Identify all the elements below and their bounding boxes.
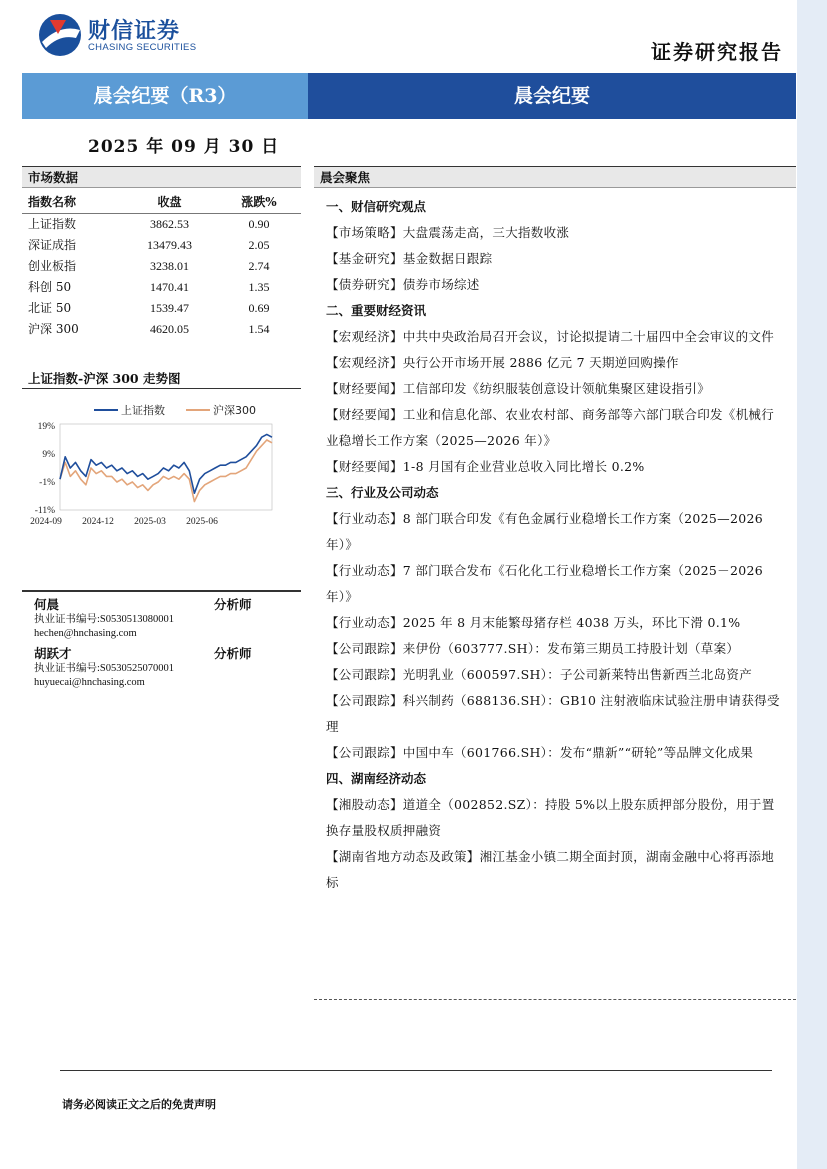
x-tick-label: 2024-12 (82, 517, 114, 527)
analyst-email[interactable]: huyuecai@hnchasing.com (34, 677, 145, 688)
news-item[interactable]: 【行业动态】7 部门联合发布《石化化工行业稳增长工作方案（2025－2026 年）》 (326, 563, 763, 604)
analyst-name: 胡跃才 (34, 646, 72, 661)
section-heading: 四、湖南经济动态 (326, 771, 427, 786)
dashed-divider (314, 999, 796, 1000)
news-item[interactable]: 【公司跟踪】来伊份（603777.SH）：发布第三期员工持股计划（草案） (326, 641, 740, 656)
analyst-license: 执业证书编号:S0530513080001 (34, 614, 175, 625)
trend-chart-svg (22, 398, 301, 532)
footer-divider (60, 1070, 772, 1071)
news-item[interactable]: 【债券研究】债券市场综述 (326, 277, 480, 292)
side-strip (797, 0, 827, 1169)
market-table (22, 192, 301, 340)
y-tick-label: -1% (39, 478, 55, 488)
news-item[interactable]: 【行业动态】2025 年 8 月末能繁母猪存栏 4038 万头，环比下滑 0.1% (326, 615, 741, 630)
section-heading: 二、重要财经资讯 (326, 303, 427, 318)
banner-left: 晨会纪要（R3） (22, 73, 308, 119)
news-item[interactable]: 【行业动态】8 部门联合印发《有色金属行业稳增长工作方案（2025—2026 年）》 (326, 511, 763, 552)
col-header-close: 收盘 (157, 195, 182, 209)
report-date: 2025 年 09 月 30 日 (88, 137, 280, 157)
index-close: 4620.05 (150, 322, 189, 336)
legend-label: 沪深300 (213, 404, 256, 417)
y-tick-label: 9% (42, 450, 55, 460)
news-item[interactable]: 【湘股动态】道道全（002852.SZ）：持股 5%以上股东质押部分股份，用于置换存量股权质押融资 (326, 797, 775, 838)
news-list (314, 194, 784, 896)
table-row (22, 319, 301, 340)
news-item[interactable]: 【宏观经济】中共中央政治局召开会议，讨论拟提请二十届四中全会审议的文件 (326, 329, 775, 344)
analyst-email[interactable]: hechen@hnchasing.com (34, 628, 137, 639)
news-item[interactable]: 【公司跟踪】科兴制药（688136.SH）：GB10 注射液临床试验注册申请获得受理 (326, 693, 780, 734)
news-item[interactable]: 【财经要闻】工信部印发《纺织服装创意设计领航集聚区建设指引》 (326, 381, 711, 396)
index-close: 3862.53 (150, 217, 189, 231)
report-type: 证券研究报告 (651, 40, 783, 64)
banner-right: 晨会纪要 (308, 73, 796, 119)
table-row (22, 235, 301, 256)
news-item[interactable]: 【财经要闻】1-8 月国有企业营业总收入同比增长 0.2% (326, 459, 645, 474)
analyst-name: 何晨 (34, 597, 60, 612)
divider (22, 590, 301, 592)
index-change: 0.90 (248, 217, 270, 231)
section-heading: 一、财信研究观点 (326, 199, 427, 214)
focus-title: 晨会聚焦 (314, 166, 796, 188)
news-item[interactable]: 【公司跟踪】光明乳业（600597.SH）：子公司新莱特出售新西兰北岛资产 (326, 667, 753, 682)
divider (22, 388, 301, 389)
index-name: 深证成指 (28, 238, 77, 252)
index-change: 0.69 (248, 301, 270, 315)
index-change: 2.74 (248, 259, 270, 273)
series-line (60, 440, 272, 502)
plot-frame (60, 424, 272, 510)
index-close: 13479.43 (147, 238, 192, 252)
table-row (22, 298, 301, 319)
section-heading: 三、行业及公司动态 (326, 485, 439, 500)
trend-chart-title: 上证指数-沪深 300 走势图 (28, 371, 181, 386)
index-name: 沪深 300 (28, 322, 79, 336)
index-close: 3238.01 (150, 259, 189, 273)
analyst-license: 执业证书编号:S0530525070001 (34, 663, 175, 674)
table-row (22, 214, 301, 235)
logo-text-cn: 财信证券 (88, 19, 181, 44)
analyst-card (34, 595, 294, 641)
news-item[interactable]: 【宏观经济】央行公开市场开展 2886 亿元 7 天期逆回购操作 (326, 355, 679, 370)
index-name: 创业板指 (28, 259, 77, 273)
y-tick-label: -11% (34, 506, 55, 516)
index-change: 2.05 (248, 238, 270, 252)
news-item[interactable]: 【财经要闻】工业和信息化部、农业农村部、商务部等六部门联合印发《机械行业稳增长工作方案（2025—2026 年）》 (326, 407, 775, 448)
table-row (22, 277, 301, 298)
analyst-role: 分析师 (214, 646, 252, 661)
index-change: 1.35 (248, 280, 270, 294)
col-header-index: 指数名称 (28, 195, 77, 209)
logo-mark-icon (36, 12, 84, 58)
news-item[interactable]: 【市场策略】大盘震荡走高，三大指数收涨 (326, 225, 570, 240)
index-name: 北证 50 (28, 301, 72, 315)
index-close: 1470.41 (150, 280, 189, 294)
index-change: 1.54 (248, 322, 270, 336)
col-header-change: 涨跌% (241, 195, 277, 209)
x-tick-label: 2025-03 (134, 517, 166, 527)
x-tick-label: 2024-09 (30, 517, 62, 527)
market-table-header (22, 192, 301, 214)
news-item[interactable]: 【基金研究】基金数据日跟踪 (326, 251, 493, 266)
news-item[interactable]: 【公司跟踪】中国中车（601766.SH）：发布“鼎新”“研轮”等品牌文化成果 (326, 745, 754, 760)
analyst-card (34, 644, 294, 690)
company-logo (36, 12, 206, 60)
news-item[interactable]: 【湖南省地方动态及政策】湘江基金小镇二期全面封顶，湖南金融中心将再添地标 (326, 849, 775, 890)
series-line (60, 434, 272, 493)
logo-text-en: CHASING SECURITIES (88, 42, 197, 53)
index-name: 科创 50 (28, 280, 72, 294)
disclaimer-note: 请务必阅读正文之后的免责声明 (62, 1098, 216, 1111)
index-close: 1539.47 (150, 301, 189, 315)
analyst-role: 分析师 (214, 597, 252, 612)
table-row (22, 256, 301, 277)
index-name: 上证指数 (28, 217, 77, 231)
x-tick-label: 2025-06 (186, 517, 218, 527)
trend-chart (22, 398, 301, 532)
y-tick-label: 19% (37, 422, 55, 432)
market-data-title: 市场数据 (22, 166, 301, 188)
legend-label: 上证指数 (121, 404, 165, 417)
